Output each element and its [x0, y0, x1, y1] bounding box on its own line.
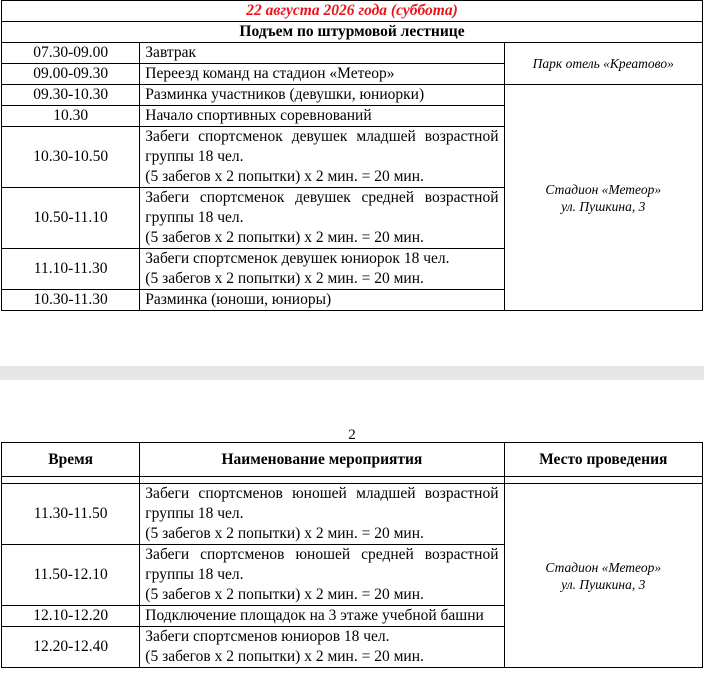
- event-title-line: Забеги спортсменов юношей младшей возрастной группы 18 чел.: [145, 485, 499, 522]
- place-stadium-cell: [504, 85, 702, 311]
- event-cell: [140, 627, 504, 668]
- event-title-line: Забеги спортсменов юниоров 18 чел.: [145, 628, 390, 645]
- time-cell: 10.30: [2, 106, 140, 127]
- page-gap: [0, 366, 704, 380]
- schedule-table-page-2: [1, 442, 703, 668]
- time-cell: 07.30-09.00: [2, 43, 140, 64]
- time-cell: 10.30-10.50: [2, 127, 140, 188]
- place-stadium-name: Стадион «Метеор»: [545, 559, 662, 575]
- header-time: Время: [2, 443, 140, 477]
- event-cell: Переезд команд на стадион «Метеор»: [140, 64, 504, 85]
- event-cell: [140, 484, 504, 545]
- place-stadium-cell: [504, 484, 702, 668]
- date-heading: 22 августа 2026 года (суббота): [2, 1, 703, 22]
- time-cell: 11.50-12.10: [2, 545, 140, 606]
- time-cell: 12.10-12.20: [2, 606, 140, 627]
- time-cell: 10.30-11.30: [2, 290, 140, 311]
- place-stadium-address: ул. Пушкина, 3: [561, 576, 646, 592]
- time-cell: 12.20-12.40: [2, 627, 140, 668]
- table-row: [2, 85, 703, 106]
- table-header-row: [2, 443, 703, 477]
- event-cell: Начало спортивных соревнований: [140, 106, 504, 127]
- document-page-2: [0, 380, 704, 684]
- section-title: Подъем по штурмовой лестнице: [2, 22, 703, 43]
- event-formula-line: (5 забегов х 2 попытки) х 2 мин. = 20 мин.: [145, 168, 424, 185]
- table-row: [2, 484, 703, 545]
- event-formula-line: (5 забегов х 2 попытки) х 2 мин. = 20 мин.: [145, 229, 424, 246]
- header-event: Наименование мероприятия: [140, 443, 504, 477]
- event-cell: [140, 127, 504, 188]
- event-formula-line: (5 забегов х 2 попытки) х 2 мин. = 20 мин.: [145, 525, 424, 542]
- header-place: Место проведения: [504, 443, 702, 477]
- event-formula-line: (5 забегов х 2 попытки) х 2 мин. = 20 мин.: [145, 586, 424, 603]
- event-cell: [140, 188, 504, 249]
- event-cell: [140, 249, 504, 290]
- event-formula-line: (5 забегов х 2 попытки) х 2 мин. = 20 мин.: [145, 270, 424, 287]
- table-row: [2, 43, 703, 64]
- event-title-line: Забеги спортсменок девушек младшей возрастной группы 18 чел.: [145, 128, 499, 165]
- event-title-line: Забеги спортсменов юношей средней возрастной группы 18 чел.: [145, 546, 499, 583]
- event-title-line: Забеги спортсменок девушек юниорок 18 чел.: [145, 250, 450, 267]
- time-cell: 09.00-09.30: [2, 64, 140, 85]
- schedule-table-page-1: [1, 0, 703, 311]
- event-cell: Завтрак: [140, 43, 504, 64]
- event-cell: Подключение площадок на 3 этаже учебной башни: [140, 606, 504, 627]
- page-number: 2: [348, 427, 356, 443]
- time-cell: 11.30-11.50: [2, 484, 140, 545]
- place-hotel-cell: Парк отель «Креатово»: [504, 43, 702, 85]
- event-title-line: Забеги спортсменок девушек средней возрастной группы 18 чел.: [145, 189, 499, 226]
- time-cell: 10.50-11.10: [2, 188, 140, 249]
- place-stadium-address: ул. Пушкина, 3: [561, 198, 646, 214]
- event-formula-line: (5 забегов х 2 попытки) х 2 мин. = 20 мин.: [145, 648, 424, 665]
- table-spacer-row: [2, 477, 703, 484]
- time-cell: 09.30-10.30: [2, 85, 140, 106]
- event-cell: [140, 545, 504, 606]
- event-cell: Разминка (юноши, юниоры): [140, 290, 504, 311]
- time-cell: 11.10-11.30: [2, 249, 140, 290]
- event-cell: Разминка участников (девушки, юниорки): [140, 85, 504, 106]
- place-stadium-name: Стадион «Метеор»: [545, 181, 662, 197]
